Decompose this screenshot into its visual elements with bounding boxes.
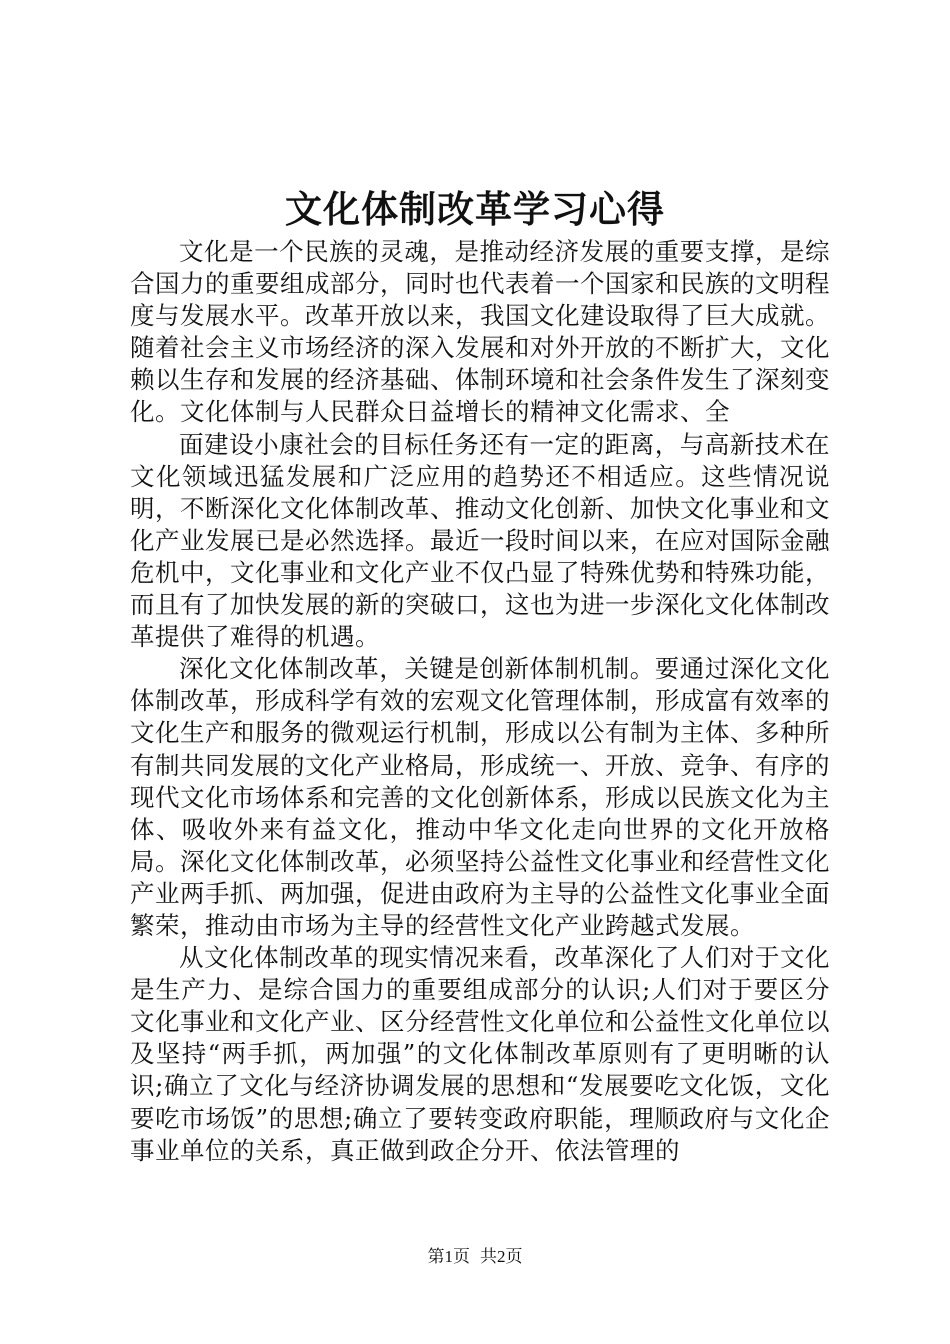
paragraph: 面建设小康社会的目标任务还有一定的距离，与高新技术在文化领域迅猛发展和广泛应用的趋势还不相适应。这些情况说明，不断深化文化体制改革、推动文化创新、加快文化事业和文化产业发展已是必然选择。最近一段时间以来，在应对国际金融危机中，文化事业和文化产业不仅凸显了特殊优势和特殊功能，而且有了加快发展的新的突破口，这也为进一步深化文化体制改革提供了难得的机遇。: [130, 429, 830, 652]
paragraph: 从文化体制改革的现实情况来看，改革深化了人们对于文化是生产力、是综合国力的重要组成部分的认识;人们对于要区分文化事业和文化产业、区分经营性文化单位和公益性文化单位以及坚持“两手抓，两加强”的文化体制改革原则有了更明晰的认识;确立了文化与经济协调发展的思想和“发展要吃文化饭，文化要吃市场饭”的思想;确立了要转变政府职能，理顺政府与文化企事业单位的关系，真正做到政企分开、依法管理的: [130, 943, 830, 1165]
page-total: 共2页: [480, 1247, 523, 1266]
page-footer: [0, 1245, 950, 1269]
paragraph: 文化是一个民族的灵魂，是推动经济发展的重要支撑，是综合国力的重要组成部分，同时也代表着一个国家和民族的文明程度与发展水平。改革开放以来，我国文化建设取得了巨大成就。随着社会主义市场经济的深入发展和对外开放的不断扩大，文化赖以生存和发展的经济基础、体制环境和社会条件发生了深刻变化。文化体制与人民群众日益增长的精神文化需求、全: [130, 237, 830, 427]
document-body: [130, 236, 830, 1167]
page-number: 第1页: [427, 1247, 470, 1266]
document-title: 文化体制改革学习心得: [285, 187, 665, 231]
paragraph: 深化文化体制改革，关键是创新体制机制。要通过深化文化体制改革，形成科学有效的宏观文化管理体制，形成富有效率的文化生产和服务的微观运行机制，形成以公有制为主体、多种所有制共同发展的文化产业格局，形成统一、开放、竞争、有序的现代文化市场体系和完善的文化创新体系，形成以民族文化为主体、吸收外来有益文化，推动中华文化走向世界的文化开放格局。深化文化体制改革，必须坚持公益性文化事业和经营性文化产业两手抓、两加强，促进由政府为主导的公益性文化事业全面繁荣，推动由市场为主导的经营性文化产业跨越式发展。: [130, 654, 830, 940]
